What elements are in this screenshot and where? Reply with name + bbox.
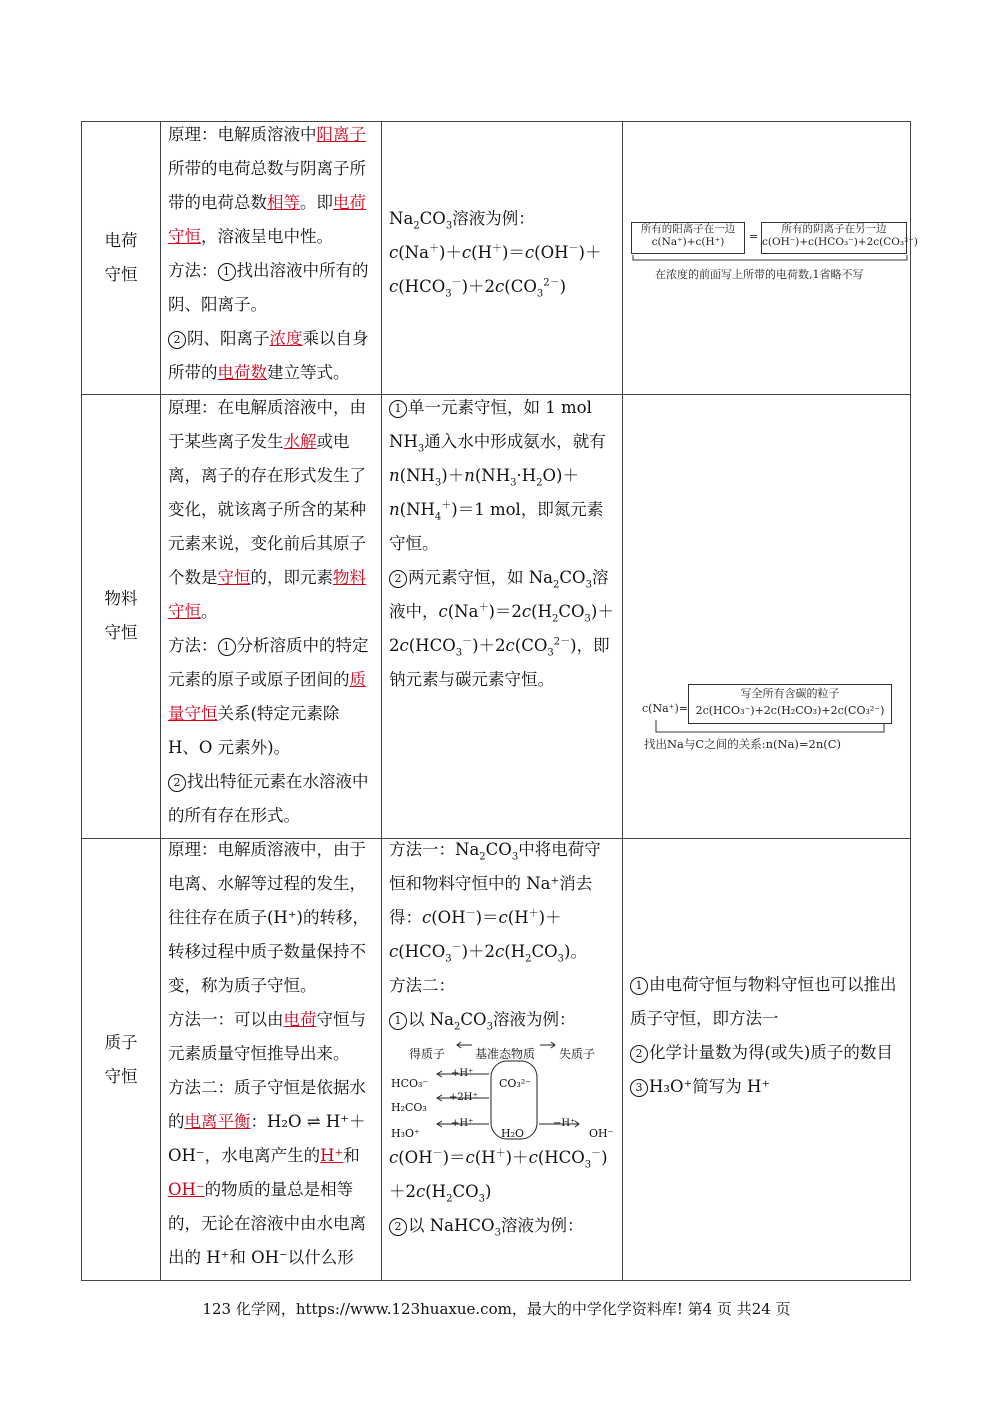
- row-label-charge: [82, 122, 160, 394]
- text: ): [484, 1182, 492, 1201]
- text: (H: [474, 1148, 496, 1167]
- anion-box: [761, 222, 918, 254]
- text: 方法一：Na: [389, 840, 480, 859]
- text: 以 NaHCO: [408, 1216, 495, 1235]
- text: CO: [485, 840, 512, 859]
- text: )＝: [501, 243, 525, 262]
- text: (H: [471, 243, 492, 262]
- proton-scheme: [389, 1037, 617, 1141]
- text: 通入水中形成氨水，就有: [424, 432, 606, 451]
- text: )＝: [475, 908, 499, 927]
- species-label: HCO₃⁻: [391, 1077, 429, 1090]
- text: (OH: [534, 243, 569, 262]
- text: (CO: [504, 277, 537, 296]
- text: )＝: [442, 1148, 466, 1167]
- label-line: 物料: [104, 589, 138, 608]
- column-divider: [622, 122, 623, 1280]
- species-label: H₂CO₃: [391, 1101, 427, 1114]
- circled-number: 1: [630, 977, 648, 995]
- text: 由电荷守恒与物料守恒也可以推出质子守恒，即方法一: [630, 975, 897, 1028]
- text: O)＋: [542, 466, 579, 485]
- text: 方法一：可以由: [168, 1010, 284, 1029]
- text: 溶液中，: [389, 568, 609, 621]
- text: )＝1 mol，即氮元素守恒。: [389, 500, 604, 553]
- text: 以 Na: [408, 1010, 455, 1029]
- text: 原理：电解质溶液中，由于电离、水解等过程的发生，往往存在质子(H⁺)的转移，转移过程中质子数量保持不变，称为质子守恒。: [168, 840, 369, 995]
- text: 单一元素守恒，如 1 mol NH: [389, 398, 592, 451]
- charge-principle: [168, 118, 374, 390]
- circled-number: 1: [218, 263, 236, 281]
- charge-diagram: [631, 218, 918, 288]
- keyword: 物料守恒: [168, 568, 366, 621]
- text: 所带的电荷总数与阴离子所带的电荷总数: [168, 159, 366, 212]
- text: (HCO: [398, 942, 446, 961]
- text: (HCO: [398, 277, 446, 296]
- text: 方法二：质子守恒是依据水的: [168, 1078, 366, 1131]
- keyword: 质量守恒: [168, 670, 366, 723]
- proton-example: 方法一：$Na_2CO_3$中将电荷守恒和物料守恒中的 Na⁺消去得：$c(OH^-)=c(H^+)+c(HCO_3^-)+2c(H_2CO_3)$。 方法二： 1 以 $Na_2CO_3$溶液为例： 得质子 基准态物质 失质子 HCO₃⁻ H₂CO₃ H₃O⁺ +H⁺ +2H⁺ +H⁺ CO₃²⁻ H₂O −H⁺ OH⁻ $c(OH^-)=c(H^+)+c(HCO_3^-)+2c(H_2CO_3)$ 2 以 NaHCO$_3$溶液为例：: [389, 833, 617, 1243]
- text: 。即: [300, 193, 333, 212]
- text: 化学计量数为得(或失)质子的数目: [649, 1043, 893, 1062]
- box-text: c(Na⁺)+c(H⁺): [651, 236, 725, 248]
- text: 的，即元素: [250, 568, 333, 587]
- text: (HCO: [537, 1148, 585, 1167]
- text: CO: [559, 568, 586, 587]
- species-label: OH⁻: [589, 1127, 614, 1140]
- text: CO: [558, 602, 585, 621]
- circled-number: 3: [630, 1079, 648, 1097]
- column-divider: [160, 122, 161, 1280]
- text: ，溶液呈电中性。: [201, 227, 333, 246]
- text: (Na: [398, 243, 429, 262]
- box-text: 写全所有含碳的粒子: [740, 687, 840, 700]
- text: 方法二：: [389, 976, 455, 995]
- text: 关系(特定元素除 H、O 元素外)。: [168, 704, 340, 757]
- scheme-title: 基准态物质: [475, 1047, 536, 1061]
- column-divider: [381, 122, 382, 1280]
- equals-sign: =: [749, 230, 759, 243]
- text: ：H₂O ⇌ H⁺＋OH⁻，水电离产生的: [168, 1112, 366, 1165]
- text: )＋2: [461, 942, 496, 961]
- text: (NH: [474, 466, 511, 485]
- text: (H: [531, 602, 552, 621]
- bracket-icon: [642, 718, 912, 738]
- material-diagram: [642, 680, 912, 756]
- text: )＋: [438, 243, 462, 262]
- text: 。: [201, 602, 218, 621]
- keyword: 电荷守恒: [168, 193, 366, 246]
- text: (H: [507, 908, 529, 927]
- row-label-material: [82, 394, 160, 838]
- text: )＋: [505, 1148, 529, 1167]
- label-line: 电荷: [104, 231, 138, 250]
- keyword: 电荷数: [217, 363, 267, 382]
- text: )＋2: [472, 636, 506, 655]
- text: 守恒与元素质量守恒推导出来。: [168, 1010, 366, 1063]
- circled-number: 1: [218, 638, 236, 656]
- text: 的物质的量总是相等的，无论在溶液中由水电离出的 H⁺和 OH⁻以什么形: [168, 1180, 366, 1267]
- text: )＋: [538, 908, 562, 927]
- diagram-caption: 找出Na与C之间的关系:n(Na)=2n(C): [644, 737, 842, 751]
- text: 建立等式。: [267, 363, 350, 382]
- text: CO: [452, 1182, 479, 1201]
- text: 乘以自身所带的: [168, 329, 369, 382]
- box-text: 2c(HCO₃⁻)+2c(H₂CO₃)+2c(CO₃²⁻): [695, 704, 885, 717]
- cation-box: [631, 222, 745, 254]
- text: )＋2: [389, 1148, 608, 1201]
- page-footer: 123 化学网，https://www.123huaxue.com，最大的中学化学资料库! 第4 页 共24 页: [202, 1300, 791, 1318]
- keyword: 浓度: [269, 329, 303, 348]
- label-line: 守恒: [104, 1067, 138, 1086]
- text: H₃O⁺简写为 H⁺: [649, 1077, 771, 1096]
- text: (NH: [399, 500, 435, 519]
- text: (NH: [399, 466, 435, 485]
- text: (H: [504, 942, 526, 961]
- keyword: 阳离子: [316, 125, 366, 144]
- text: 或电离，离子的存在形式发生了变化，就该离子所含的某种元素来说，变化前后其原子个数是: [168, 432, 366, 587]
- circled-number: 1: [389, 1012, 407, 1030]
- text: (OH: [431, 908, 466, 927]
- text: 和: [343, 1146, 360, 1165]
- keyword: 水解: [283, 432, 317, 451]
- text: )，即钠元素与碳元素守恒。: [389, 636, 610, 689]
- text: 溶液为例：: [500, 1216, 584, 1235]
- arrow-left-icon: [455, 1041, 473, 1049]
- arrow-label: +2H⁺: [449, 1092, 478, 1103]
- circled-number: 2: [168, 331, 186, 349]
- text: )＋: [578, 243, 602, 262]
- circled-number: 1: [389, 400, 407, 418]
- text: ): [559, 277, 567, 296]
- diagram-caption: 在浓度的前面写上所带的电荷数,1省略不写: [655, 268, 864, 281]
- label-line: 守恒: [104, 623, 138, 642]
- circled-number: 2: [630, 1045, 648, 1063]
- brace-icon: [631, 254, 911, 266]
- box-text: 所有的阳离子在一边: [640, 223, 736, 235]
- scheme-title: 失质子: [559, 1047, 596, 1061]
- keyword: 电荷: [283, 1010, 317, 1029]
- label-line: 守恒: [104, 265, 138, 284]
- text: )＋2: [461, 277, 496, 296]
- row-label-proton: [82, 838, 160, 1282]
- circled-number: 2: [389, 1218, 407, 1236]
- text: 原理：在电解质溶液中，由于某些离子发生: [168, 398, 366, 451]
- species-label: H₃O⁺: [391, 1127, 420, 1140]
- keyword: OH⁻: [168, 1180, 205, 1199]
- circled-number: 2: [389, 570, 407, 588]
- text: 中将电荷守恒和物料守恒中的 Na⁺消去得：: [389, 840, 601, 927]
- circled-number: 2: [168, 774, 186, 792]
- species-label: CO₃²⁻: [499, 1077, 532, 1090]
- text: 找出特征元素在水溶液中的所有存在形式。: [168, 772, 369, 825]
- text: ·H: [516, 466, 537, 485]
- arrow-right-icon: [539, 1041, 557, 1049]
- text: (OH: [398, 1148, 433, 1167]
- keyword: 守恒: [217, 568, 251, 587]
- text: 方法：: [168, 636, 218, 655]
- text: 方法：: [168, 261, 218, 280]
- diagram-lhs: c(Na⁺)=: [642, 702, 688, 715]
- text: (H: [425, 1182, 447, 1201]
- proton-principle: [168, 833, 374, 1275]
- text: )＋: [441, 466, 465, 485]
- text: 找出溶液中所有的阴、阳离子。: [168, 261, 369, 314]
- text: CO: [460, 1010, 487, 1029]
- text: 原理：电解质溶液中: [168, 125, 317, 144]
- text: )＋2: [389, 602, 614, 655]
- text: 两元素守恒，如 Na: [408, 568, 554, 587]
- text: (CO: [514, 636, 548, 655]
- text: )。: [564, 942, 587, 961]
- material-example: 1 单一元素守恒，如 1 mol $NH_3$通入水中形成氨水，就有$n(NH_3)+n(NH_3\cdot H_2O)+n(NH_4^+)=1$ mol，即氮元素守恒。 2 两元素守恒，如 $Na_2CO_3$溶液中，$c(Na^+)=2c(H_2CO_3)+2c(HCO_3^-)+2c(CO_3^{2-})$，即钠元素与碳元素守恒。: [389, 398, 614, 689]
- conservation-table: [81, 121, 918, 1281]
- text: 溶液为例：: [492, 1010, 576, 1029]
- text: )＝2: [488, 602, 522, 621]
- text: 阴、阳离子: [187, 329, 270, 348]
- charge-example: $Na_2CO_3$溶液为例： c(Na＋)＋c(H＋)＝c(OH－)＋ $c(HCO_3^-)+2c(CO_3^{2-})$: [389, 209, 602, 300]
- text: (HCO: [408, 636, 456, 655]
- keyword: H⁺: [320, 1146, 344, 1165]
- arrow-label: −H⁺: [553, 1118, 576, 1129]
- arrow-label: +H⁺: [451, 1118, 474, 1129]
- text: 分析溶质中的特定元素的原子或原子团间的: [168, 636, 369, 689]
- text: CO: [531, 942, 558, 961]
- box-text: 所有的阴离子在另一边: [781, 223, 887, 235]
- keyword: 相等: [267, 193, 300, 212]
- species-label: H₂O: [501, 1127, 525, 1140]
- text: 溶液为例：: [452, 209, 535, 228]
- scheme-title: 得质子: [409, 1047, 446, 1061]
- box-text: c(OH⁻)+c(HCO₃⁻)+2c(CO₃²⁻): [762, 236, 918, 248]
- arrow-label: +H⁺: [451, 1068, 474, 1079]
- text: (Na: [447, 602, 479, 621]
- proton-notes: [630, 968, 908, 1104]
- label-line: 质子: [104, 1033, 138, 1052]
- keyword: 电离平衡: [184, 1112, 251, 1131]
- material-principle: [168, 391, 374, 833]
